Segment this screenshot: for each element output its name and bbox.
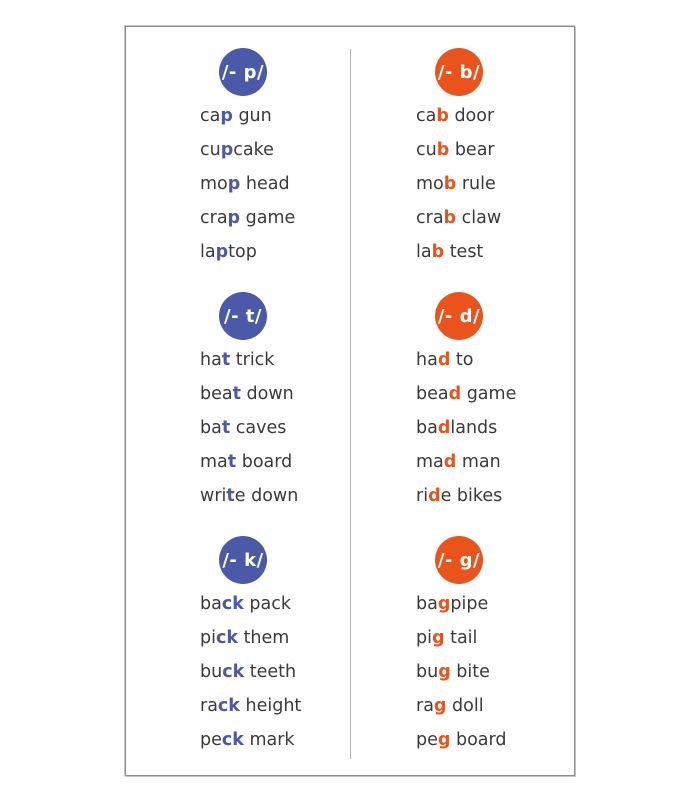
list-item: mat board xyxy=(200,452,293,472)
list-item: cab door xyxy=(416,106,495,126)
list-item: cupcake xyxy=(200,140,274,160)
word-list-k xyxy=(200,587,301,757)
list-item: laptop xyxy=(200,242,257,262)
list-item: badlands xyxy=(416,418,498,438)
list-item: back pack xyxy=(200,594,292,614)
word-list-d xyxy=(416,343,516,513)
badge-g: /- g/ xyxy=(435,536,483,584)
word-list-g xyxy=(416,587,507,757)
list-item: bug bite xyxy=(416,662,490,682)
list-item: hat trick xyxy=(200,350,275,370)
list-item: rag doll xyxy=(416,696,484,716)
badge-k: /- k/ xyxy=(219,536,267,584)
column-divider xyxy=(350,49,351,759)
list-item: lab test xyxy=(416,242,484,262)
list-item: crap game xyxy=(200,208,296,228)
list-item: cap gun xyxy=(200,106,272,126)
word-list-p xyxy=(200,99,295,269)
list-item: had to xyxy=(416,350,474,370)
list-item: crab claw xyxy=(416,208,502,228)
list-item: bat caves xyxy=(200,418,287,438)
badge-t: /- t/ xyxy=(219,292,267,340)
list-item: mop head xyxy=(200,174,290,194)
list-item: mad man xyxy=(416,452,501,472)
list-item: buck teeth xyxy=(200,662,297,682)
badge-d: /- d/ xyxy=(435,292,483,340)
list-item: peg board xyxy=(416,730,507,750)
list-item: beat down xyxy=(200,384,294,404)
list-item: pig tail xyxy=(416,628,478,648)
list-item: bagpipe xyxy=(416,594,489,614)
badge-b: /- b/ xyxy=(435,48,483,96)
list-item: write down xyxy=(200,486,299,506)
list-item: mob rule xyxy=(416,174,496,194)
list-item: ride bikes xyxy=(416,486,503,506)
list-item: bead game xyxy=(416,384,517,404)
badge-p: /- p/ xyxy=(219,48,267,96)
list-item: pick them xyxy=(200,628,290,648)
list-item: peck mark xyxy=(200,730,295,750)
list-item: rack height xyxy=(200,696,302,716)
word-list-b xyxy=(416,99,501,269)
word-list-t xyxy=(200,343,298,513)
list-item: cub bear xyxy=(416,140,495,160)
